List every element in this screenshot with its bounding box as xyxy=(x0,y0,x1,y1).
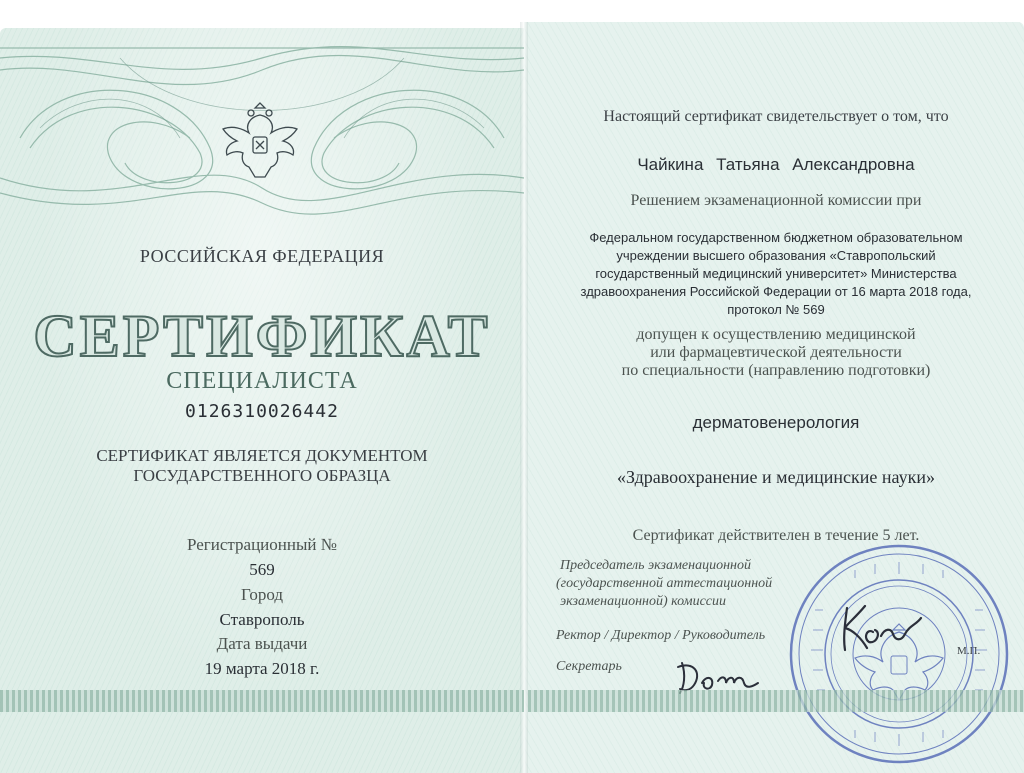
rector-label: Ректор / Директор / Руководитель xyxy=(556,628,766,643)
field-name: «Здравоохранение и медицинские науки» xyxy=(617,467,935,487)
institution-line: протокол № 569 xyxy=(727,302,825,317)
admission-line: допущен к осуществлению медицинской xyxy=(636,326,916,343)
institution-text xyxy=(528,229,1024,319)
bottom-ornament-band-right xyxy=(528,690,1024,712)
seal-mark: М.П. xyxy=(957,645,981,657)
admission-line: по специальности (направлению подготовки) xyxy=(621,362,931,379)
chair-line-1: Председатель экзаменационной xyxy=(560,558,751,573)
person-name: Чайкина Татьяна Александровна xyxy=(637,155,915,174)
chair-line-3: экзаменационной) комиссии xyxy=(560,594,726,609)
city-label: Город xyxy=(241,585,283,604)
specialty-name: дерматовенерология xyxy=(692,413,860,432)
decision-text: Решением экзаменационной комиссии при xyxy=(630,192,922,209)
registration-value: 569 xyxy=(249,560,275,579)
validity-text: Сертификат действителен в течение 5 лет. xyxy=(632,527,920,544)
document-status-line-1: СЕРТИФИКАТ ЯВЛЯЕТСЯ ДОКУМЕНТОМ xyxy=(96,446,428,465)
issue-date-label: Дата выдачи xyxy=(216,634,308,653)
certificate-title: СЕРТИФИКАТ xyxy=(33,303,491,369)
certificate-number: 0126310026442 xyxy=(185,401,339,422)
chair-line-2: (государственной аттестационной xyxy=(556,576,773,591)
city-value: Ставрополь xyxy=(219,610,305,629)
admission-text xyxy=(528,326,1024,380)
institution-line: государственный медицинский университет» Министерства xyxy=(595,266,957,281)
intro-text: Настоящий сертификат свидетельствует о том, что xyxy=(603,108,949,125)
institution-line: Федеральном государственном бюджетном образовательном xyxy=(589,230,963,245)
bottom-ornament-band-left xyxy=(0,690,524,712)
russian-eagle-emblem-icon xyxy=(215,95,305,185)
secretary-label: Секретарь xyxy=(556,659,622,674)
country-name: РОССИЙСКАЯ ФЕДЕРАЦИЯ xyxy=(139,246,385,266)
registration-label: Регистрационный № xyxy=(187,535,337,554)
issue-date-value: 19 марта 2018 г. xyxy=(204,659,320,678)
institution-line: здравоохранения Российской Федерации от 16 марта 2018 года, xyxy=(580,284,972,299)
rector-signature xyxy=(835,588,925,658)
institution-line: учреждении высшего образования «Ставропольский xyxy=(616,248,936,263)
document-status-line-2: ГОСУДАРСТВЕННОГО ОБРАЗЦА xyxy=(133,466,391,485)
certificate-subtitle: СПЕЦИАЛИСТА xyxy=(166,368,358,394)
admission-line: или фармацевтической деятельности xyxy=(650,344,902,361)
